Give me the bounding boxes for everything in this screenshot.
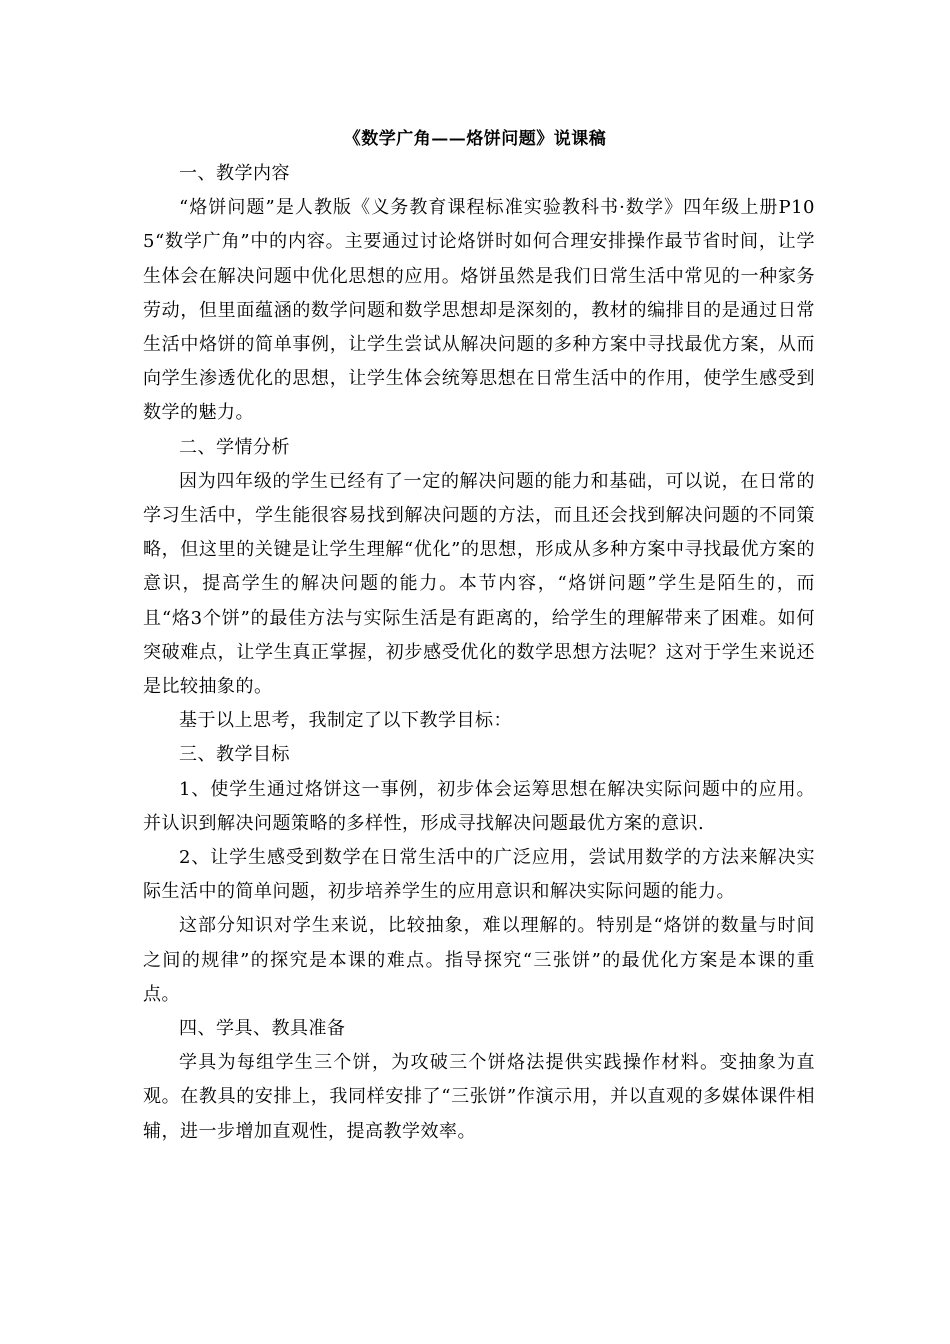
section-heading-analysis: 二、学情分析 — [179, 436, 290, 458]
paragraph-content: “烙饼问题”是人教版《义务教育课程标准实验教科书·数学》四年级上册P105“数学广角”中的内容。主要通过讨论烙饼时如何合理安排操作最节省时间，让学生体会在解决问题中优化思想的应用。烙饼虽然是我们日常生活中常见的一种家务劳动，但里面蕴涵的数学问题和数学思想却是深刻的，教材的编排目的是通过日常生活中烙饼的简单事例，让学生尝试从解决问题的多种方案中寻找最优方案，从而向学生渗透优化的思想，让学生体会统筹思想在日常生活中的作用，使学生感受到数学的魅力。 — [143, 197, 815, 424]
paragraph-goal-2: 2、让学生感受到数学在日常生活中的广泛应用，尝试用数学的方法来解决实际生活中的简单问题，初步培养学生的应用意识和解决实际问题的能力。 — [143, 847, 815, 903]
section-heading-content: 一、教学内容 — [179, 163, 290, 184]
paragraph-key-points: 这部分知识对学生来说，比较抽象，难以理解的。特别是“烙饼的数量与时间之间的规律”的探究是本课的难点。指导探究“三张饼”的最优化方案是本课的重点。 — [143, 915, 815, 1005]
paragraph-materials: 学具为每组学生三个饼，为攻破三个饼烙法提供实践操作材料。变抽象为直观。在教具的安排上，我同样安排了“三张饼”作演示用，并以直观的多媒体课件相辅，进一步增加直观性，提高教学效率。 — [143, 1052, 815, 1142]
paragraph-goal-1: 1、使学生通过烙饼这一事例，初步体会运筹思想在解决实际问题中的应用。并认识到解决问题策略的多样性，形成寻找解决问题最优方案的意识. — [143, 778, 815, 834]
paragraph-transition: 基于以上思考，我制定了以下教学目标： — [179, 710, 512, 732]
paragraph-analysis: 因为四年级的学生已经有了一定的解决问题的能力和基础，可以说，在日常的学习生活中，学生能很容易找到解决问题的方法，而且还会找到解决问题的不同策略，但这里的关键是让学生理解“优化”的思想，形成从多种方案中寻找最优方案的意识，提高学生的解决问题的能力。本节内容，“烙饼问题”学生是陌生的，而且“烙3个饼”的最佳方法与实际生活是有距离的，给学生的理解带来了困难。如何突破难点，让学生真正掌握，初步感受优化的数学思想方法呢？这对于学生来说还是比较抽象的。 — [143, 470, 815, 698]
document-body — [143, 157, 815, 1149]
section-heading-materials: 四、学具、教具准备 — [179, 1018, 346, 1040]
document-title: 《数学广角——烙饼问题》说课稿 — [343, 129, 607, 149]
section-heading-goals: 三、教学目标 — [179, 744, 290, 766]
